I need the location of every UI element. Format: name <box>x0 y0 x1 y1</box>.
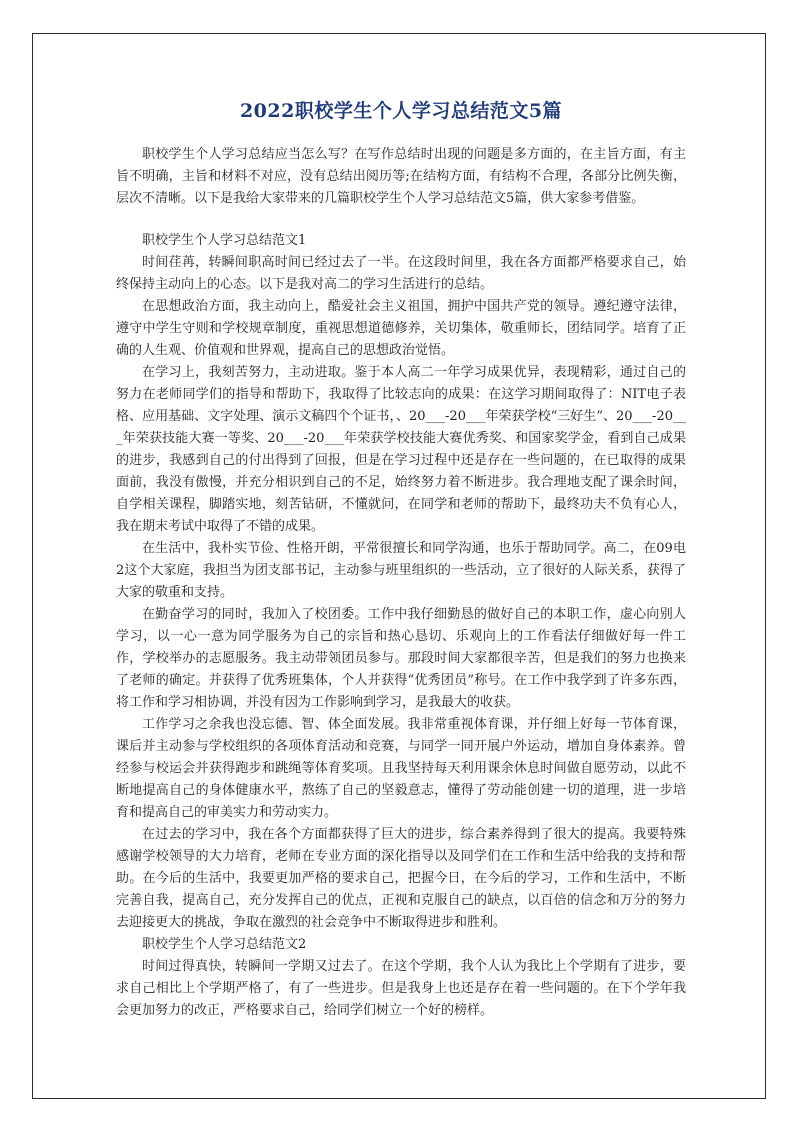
section-paragraph: 在过去的学习中，我在各个方面都获得了巨大的进步，综合素养得到了很大的提高。我要特殊感谢学校领导的大力培育，老师在专业方面的深化指导以及同学们在工作和生活中给我的支持和帮助。在今后的生活中，我要更加严格的要求自己，把握今日，在今后的学习，工作和生活中，不断完善自我，提高自己，充分发挥自己的优点，正视和克服自己的缺点，以百倍的信念和万分的努力去迎接更大的挑战，争取在激烈的社会竞争中不断取得进步和胜利。 <box>116 827 686 930</box>
section-heading: 职校学生个人学习总结范文2 <box>142 937 307 952</box>
section-paragraph: 时间过得真快，转瞬间一学期又过去了。在这个学期，我个人认为我比上个学期有了进步，要求自己相比上个学期严格了，有了一些进步。但是我身上也还是存在着一些问题的。在下个学年我会更加努力的改正，严格要求自己，给同学们树立一个好的榜样。 <box>116 959 686 1018</box>
section-heading: 职校学生个人学习总结范文1 <box>142 233 307 248</box>
section-paragraph: 在学习上，我刻苦努力，主动进取。鉴于本人高二一年学习成果优异，表现精彩，通过自己的努力在老师同学们的指导和帮助下，我取得了比较志向的成果：在这学习期间取得了：NIT电子表格、应用基础、文字处理、演示文稿四个个证书，、20___-20___年荣获学校“三好生”、20___-20___年荣获技能大赛一等奖、20___-20___年荣获学校技能大赛优秀奖、和国家奖学金，看到自己成果的进步，我感到自己的付出得到了回报，但是在学习过程中还是存在一些问题的，在已取得的成果面前，我没有傲慢，并充分相识到自己的不足，始终努力着不断进步。我合理地支配了课余时间，自学相关课程，脚踏实地，刻苦钻研，不懂就问，在同学和老师的帮助下，最终功夫不负有心人，我在期末考试中取得了不错的成果。 <box>116 365 686 534</box>
section-paragraph: 工作学习之余我也没忘德、智、体全面发展。我非常重视体育课，并仔细上好每一节体育课，课后并主动参与学校组织的各项体育活动和竞赛，与同学一同开展户外运动，增加自身体素养。曾经参与校运会并获得跑步和跳绳等体育奖项。且我坚持每天利用课余休息时间做自愿劳动，以此不断地提高自己的身体健康水平，熬练了自己的坚毅意志，懂得了劳动能创建一切的道理，进一步培育和提高自己的审美实力和劳动实力。 <box>116 717 686 820</box>
document-body <box>116 100 686 1022</box>
intro-paragraph: 职校学生个人学习总结应当怎么写？在写作总结时出现的问题是多方面的，在主旨方面，有主旨不明确，主旨和材料不对应，没有总结出阅历等;在结构方面，有结构不合理，各部分比例失衡，层次不清晰。以下是我给大家带来的几篇职校学生个人学习总结范文5篇，供大家参考借鉴。 <box>116 147 686 206</box>
document-title: 2022职校学生个人学习总结范文5篇 <box>239 100 563 122</box>
section-paragraph: 在思想政治方面，我主动向上，酷爱社会主义祖国，拥护中国共产党的领导。遵纪遵守法律，遵守中学生守则和学校规章制度，重视思想道德修养，关切集体，敬重师长，团结同学。培育了正确的人生观、价值观和世界观，提高自己的思想政治觉悟。 <box>116 299 686 358</box>
section-paragraph: 时间荏苒，转瞬间职高时间已经过去了一半。在这段时间里，我在各方面都严格要求自己，始终保持主动向上的心态。以下是我对高二的学习生活进行的总结。 <box>116 255 686 292</box>
section-paragraph: 在生活中，我朴实节俭、性格开朗，平常很擅长和同学沟通，也乐于帮助同学。高二，在09电2这个大家庭，我担当为团支部书记，主动参与班里组织的一些活动，立了很好的人际关系，获得了大家的敬重和支持。 <box>116 541 686 600</box>
section-paragraph: 在勤奋学习的同时，我加入了校团委。工作中我仔细勤恳的做好自己的本职工作，虚心向别人学习，以一心一意为同学服务为自己的宗旨和热心恳切、乐观向上的工作看法仔细做好每一件工作，学校举办的志愿服务。我主动带领团员参与。那段时间大家都很辛苦，但是我们的努力也换来了老师的确定。并获得了优秀班集体，个人并获得“优秀团员”称号。在工作中我学到了许多东西，将工作和学习相协调，并没有因为工作影响到学习，是我最大的收获。 <box>116 607 686 710</box>
